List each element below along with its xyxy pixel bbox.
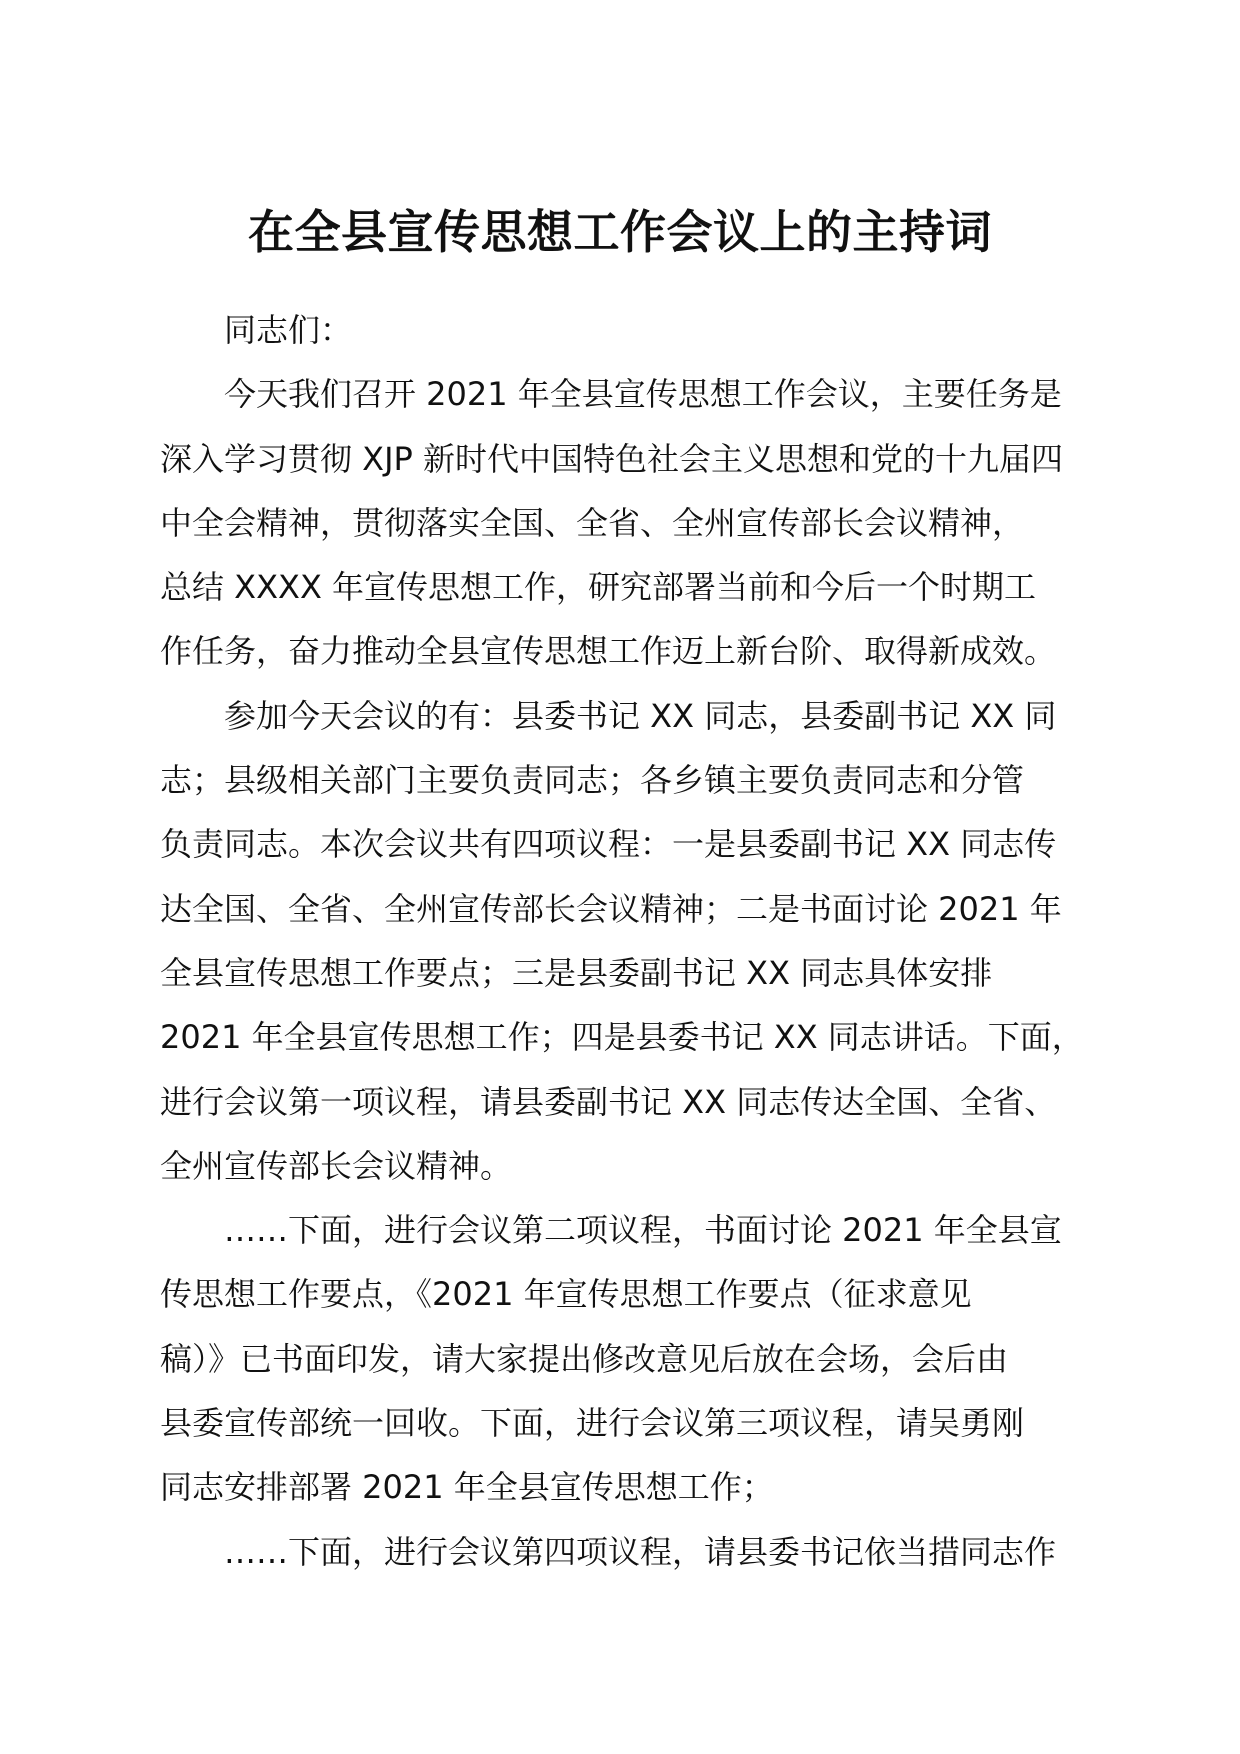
paragraph-line: 全县宣传思想工作要点；三是县委副书记 XX 同志具体安排 — [160, 953, 993, 992]
paragraph-line: 达全国、全省、全州宣传部长会议精神；二是书面讨论 2021 年 — [160, 889, 1062, 928]
paragraph-line: 作任务，奋力推动全县宣传思想工作迈上新台阶、取得新成效。 — [160, 632, 1057, 671]
paragraph-line: 中全会精神，贯彻落实全国、全省、全州宣传部长会议精神， — [160, 503, 1025, 542]
paragraph-line: 传思想工作要点，《2021 年宣传思想工作要点（征求意见 — [160, 1275, 972, 1314]
paragraph-line: 进行会议第一项议程，请县委副书记 XX 同志传达全国、全省、 — [160, 1082, 1057, 1121]
paragraph-line: 参加今天会议的有：县委书记 XX 同志，县委副书记 XX 同 — [224, 696, 1057, 735]
document-body — [160, 298, 1100, 1584]
paragraph-line: 同志安排部署 2021 年全县宣传思想工作； — [160, 1468, 774, 1507]
paragraph-line: 深入学习贯彻 XJP 新时代中国特色社会主义思想和党的十九届四 — [160, 439, 1064, 478]
paragraph-line: 2021 年全县宣传思想工作；四是县委书记 XX 同志讲话。下面， — [160, 1018, 1084, 1057]
paragraph-line: ……下面，进行会议第二项议程，书面讨论 2021 年全县宣 — [224, 1211, 1062, 1250]
paragraph-line: 今天我们召开 2021 年全县宣传思想工作会议，主要任务是 — [224, 375, 1062, 414]
paragraph-line: 全州宣传部长会议精神。 — [160, 1146, 513, 1185]
paragraph-line: 稿）》已书面印发，请大家提出修改意见后放在会场，会后由 — [160, 1339, 1009, 1378]
paragraph-line: ……下面，进行会议第四项议程，请县委书记依当措同志作 — [224, 1532, 1057, 1571]
document-title: 在全县宣传思想工作会议上的主持词 — [248, 205, 992, 259]
paragraph-line: 志；县级相关部门主要负责同志；各乡镇主要负责同志和分管 — [160, 761, 1025, 800]
paragraph-line: 县委宣传部统一回收。下面，进行会议第三项议程，请吴勇刚 — [160, 1404, 1025, 1443]
salutation-line: 同志们： — [224, 311, 353, 349]
paragraph-line: 负责同志。本次会议共有四项议程：一是县委副书记 XX 同志传 — [160, 825, 1057, 864]
paragraph-line: 总结 XXXX 年宣传思想工作，研究部署当前和今后一个时期工 — [160, 568, 1037, 607]
